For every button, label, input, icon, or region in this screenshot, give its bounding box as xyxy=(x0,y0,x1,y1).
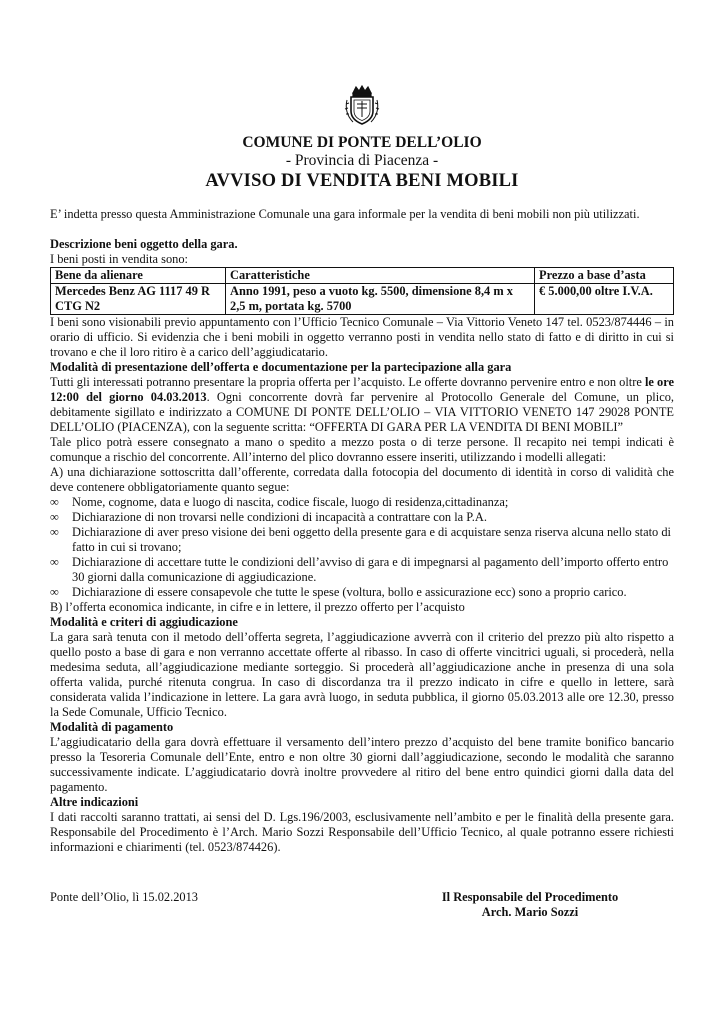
column-header: Prezzo a base d’asta xyxy=(535,268,674,284)
goods-table xyxy=(50,267,674,315)
list-item xyxy=(50,585,674,600)
table-cell: Mercedes Benz AG 1117 49 R CTG N2 xyxy=(51,284,226,315)
province-line: - Provincia di Piacenza - xyxy=(285,152,439,169)
notice-title: AVVISO DI VENDITA BENI MOBILI xyxy=(205,171,519,191)
delivery-paragraph: Tale plico potrà essere consegnato a mano o spedito a mezzo posta o di terze persone. Il recapito nei tempi indicati è comunque a rischio del concorrente. All’interno del plico dovranno essere inseriti, utilizzando i modelli allegati: xyxy=(50,435,674,464)
table-cell: € 5.000,00 oltre I.V.A. xyxy=(535,284,674,315)
payment-heading: Modalità di pagamento xyxy=(50,720,174,734)
table-header-row xyxy=(51,268,674,284)
bullet-icon: ∞ xyxy=(50,525,59,539)
document-body xyxy=(50,207,674,855)
list-item xyxy=(50,510,674,525)
list-item-text: Nome, cognome, data e luogo di nascita, codice fiscale, luogo di residenza,cittadinanza; xyxy=(72,495,509,509)
coat-of-arms-icon xyxy=(343,84,381,126)
list-item xyxy=(50,555,674,585)
document-header xyxy=(0,134,724,192)
other-heading: Altre indicazioni xyxy=(50,795,139,809)
offer-text: . Ogni concorrente dovrà far pervenire al Protocollo Generale del Comune, un plico, debitamente sigillato e indirizzato a COMUNE DI PONTE DELL’OLIO – VIA VITTORIO VENETO 147 29028 PONTE DELL’OLIO (PIACENZA), con la seguente scritta: “OFFERTA DI GARA PER LA VENDITA DI BENI MOBILI” xyxy=(50,390,674,434)
list-item xyxy=(50,495,674,510)
offer-text: Tutti gli interessati potranno presentare la propria offerta per l’acquisto. Le offerte dovranno pervenire entro e non oltre xyxy=(50,375,645,389)
offer-heading: Modalità di presentazione dell’offerta e documentazione per la partecipazione alla gara xyxy=(50,360,512,374)
municipality-name: COMUNE DI PONTE DELL’OLIO xyxy=(242,134,482,151)
payment-paragraph: L’aggiudicatario della gara dovrà effettuare il versamento dell’intero prezzo d’acquisto del bene tramite bonifico bancario presso la Tesoreria Comunale dell’Ente, entro e non oltre 30 giorni dall’aggiudicazione, secondo le modalità che saranno successivamente indicate. L’aggiudicatario dovrà inoltre provvedere al ritiro del bene entro quindici giorni dalla data del pagamento. xyxy=(50,735,674,794)
bullet-icon: ∞ xyxy=(50,495,59,509)
signature-block xyxy=(430,890,630,920)
list-item-text: Dichiarazione di non trovarsi nelle condizioni di incapacità a contrattare con la P.A. xyxy=(72,510,487,524)
declaration-paragraph: A) una dichiarazione sottoscritta dall’offerente, corredata dalla fotocopia del documento di identità in corso di validità che deve contenere obbligatoriamente quanto segue: xyxy=(50,465,674,494)
signature-role: Il Responsabile del Procedimento xyxy=(441,890,619,904)
bullet-icon: ∞ xyxy=(50,555,59,569)
offer-paragraph xyxy=(50,375,674,435)
description-lead: I beni posti in vendita sono: xyxy=(50,252,189,266)
other-paragraph: I dati raccolti saranno trattati, ai sensi del D. Lgs.196/2003, esclusivamente nell’ambito e per le finalità della presente gara. Responsabile del Procedimento è l’Arch. Mario Sozzi Responsabile dell’Ufficio Tecnico, al quale potranno essere richiesti informazioni e chiarimenti (tel. 0523/874426). xyxy=(50,810,674,854)
list-item-text: Dichiarazione di essere consapevole che tutte le spese (voltura, bollo e assicurazione ecc) sono a proprio carico. xyxy=(72,585,627,599)
list-item xyxy=(50,525,674,555)
description-heading: Descrizione beni oggetto della gara. xyxy=(50,237,238,251)
deadline-text: le ore 12:00 del giorno 04.03.2013 xyxy=(50,375,674,404)
list-item-text: Dichiarazione di accettare tutte le condizioni dell’avviso di gara e di impegnarsi al pagamento dell’importo offerto entro 30 giorni dalla comunicazione di aggiudicazione. xyxy=(72,555,669,584)
bullet-icon: ∞ xyxy=(50,585,59,599)
place-date: Ponte dell’Olio, lì 15.02.2013 xyxy=(50,890,198,904)
declaration-list xyxy=(50,495,674,600)
signature-name: Arch. Mario Sozzi xyxy=(481,905,579,919)
bullet-icon: ∞ xyxy=(50,510,59,524)
economic-offer-paragraph: B) l’offerta economica indicante, in cifre e in lettere, il prezzo offerto per l’acquisto xyxy=(50,600,465,614)
criteria-paragraph: La gara sarà tenuta con il metodo dell’offerta segreta, l’aggiudicazione avverrà con il criterio del prezzo più alto rispetto a quello posto a base di gara e non verranno accettate offerte al ribasso. In caso di offerte vincitrici uguali, si procederà, nella medesima seduta, all’aggiudicazione mediante sorteggio. Si procederà all’aggiudicazione anche in presenza di una sola offerta valida, purché ritenuta congrua. In caso di discordanza tra il prezzo indicato in cifre e quello in lettere, sarà considerata valida l’indicazione in lettere. La gara avrà luogo, in seduta pubblica, il giorno 05.03.2013 alle ore 12.30, presso la Sede Comunale, Ufficio Tecnico. xyxy=(50,630,674,719)
column-header: Bene da alienare xyxy=(51,268,226,284)
list-item-text: Dichiarazione di aver preso visione dei beni oggetto della presente gara e di acquistare senza riserva alcuna nello stato di fatto in cui si trovano; xyxy=(72,525,671,554)
table-row xyxy=(51,284,674,315)
viewing-note: I beni sono visionabili previo appuntamento con l’Ufficio Tecnico Comunale – Via Vittorio Veneto 147 tel. 0523/874446 – in orario di ufficio. Si evidenzia che i beni mobili in oggetto verranno posti in vendita nello stato di fatto e di diritto in cui si trovano e che il loro ritiro è a carico dell’aggiudicatario. xyxy=(50,315,674,359)
table-cell: Anno 1991, peso a vuoto kg. 5500, dimensione 8,4 m x 2,5 m, portata kg. 5700 xyxy=(226,284,535,315)
column-header: Caratteristiche xyxy=(226,268,535,284)
criteria-heading: Modalità e criteri di aggiudicazione xyxy=(50,615,238,629)
intro-paragraph: E’ indetta presso questa Amministrazione Comunale una gara informale per la vendita di beni mobili non più utilizzati. xyxy=(50,207,640,221)
